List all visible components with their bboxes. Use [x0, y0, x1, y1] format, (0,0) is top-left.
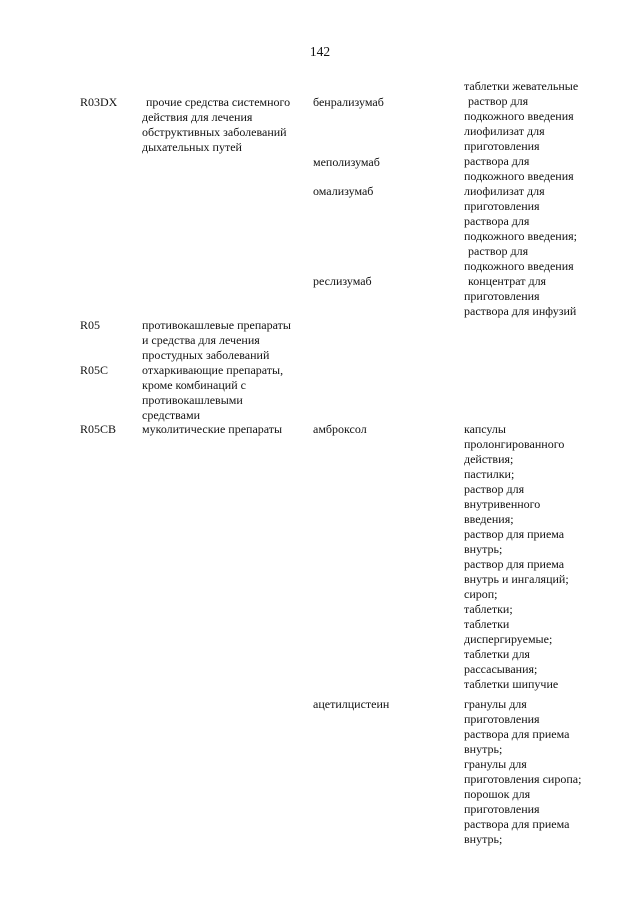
dosage-forms: капсулы пролонгированного действия; пастилки; раствор для внутривенного введения; раствор для приема внутрь; раствор для приема внутрь и ингаляций; сироп; таблетки; таблетки диспергируемые; таблетки для рассасывания; таблетки шипучие — [464, 422, 569, 691]
dosage-forms: гранулы для приготовления раствора для приема внутрь; гранулы для приготовления сиропа; порошок для приготовления раствора для приема внутрь; — [464, 697, 582, 846]
drug-name: ацетилцистеин — [313, 697, 390, 711]
drug-name: меполизумаб — [313, 155, 380, 169]
page-number: 142 — [309, 44, 331, 59]
drug-name: бенрализумаб — [313, 95, 384, 109]
group-name: отхаркивающие препараты, кроме комбинаций с противокашлевыми средствами — [142, 363, 284, 422]
drug-name: омализумаб — [313, 184, 374, 198]
atc-code: R05 — [80, 318, 101, 332]
atc-code: R05C — [80, 363, 109, 377]
dosage-forms: концентрат для приготовления раствора для инфузий — [464, 274, 577, 318]
dosage-forms: таблетки жевательные раствор для подкожного введения лиофилизат для приготовления раствора для подкожного введения — [464, 79, 579, 183]
group-name: прочие средства системного действия для лечения обструктивных заболеваний дыхательных путей — [142, 95, 291, 154]
group-name: противокашлевые препараты и средства для лечения простудных заболеваний — [142, 318, 291, 362]
dosage-forms: лиофилизат для приготовления раствора для подкожного введения; раствор для подкожного введения — [464, 184, 577, 273]
drug-name: амброксол — [313, 422, 367, 436]
atc-code: R05CB — [80, 422, 117, 436]
atc-code: R03DX — [80, 95, 118, 109]
group-name: муколитические препараты — [142, 422, 283, 436]
drug-name: реслизумаб — [313, 274, 372, 288]
